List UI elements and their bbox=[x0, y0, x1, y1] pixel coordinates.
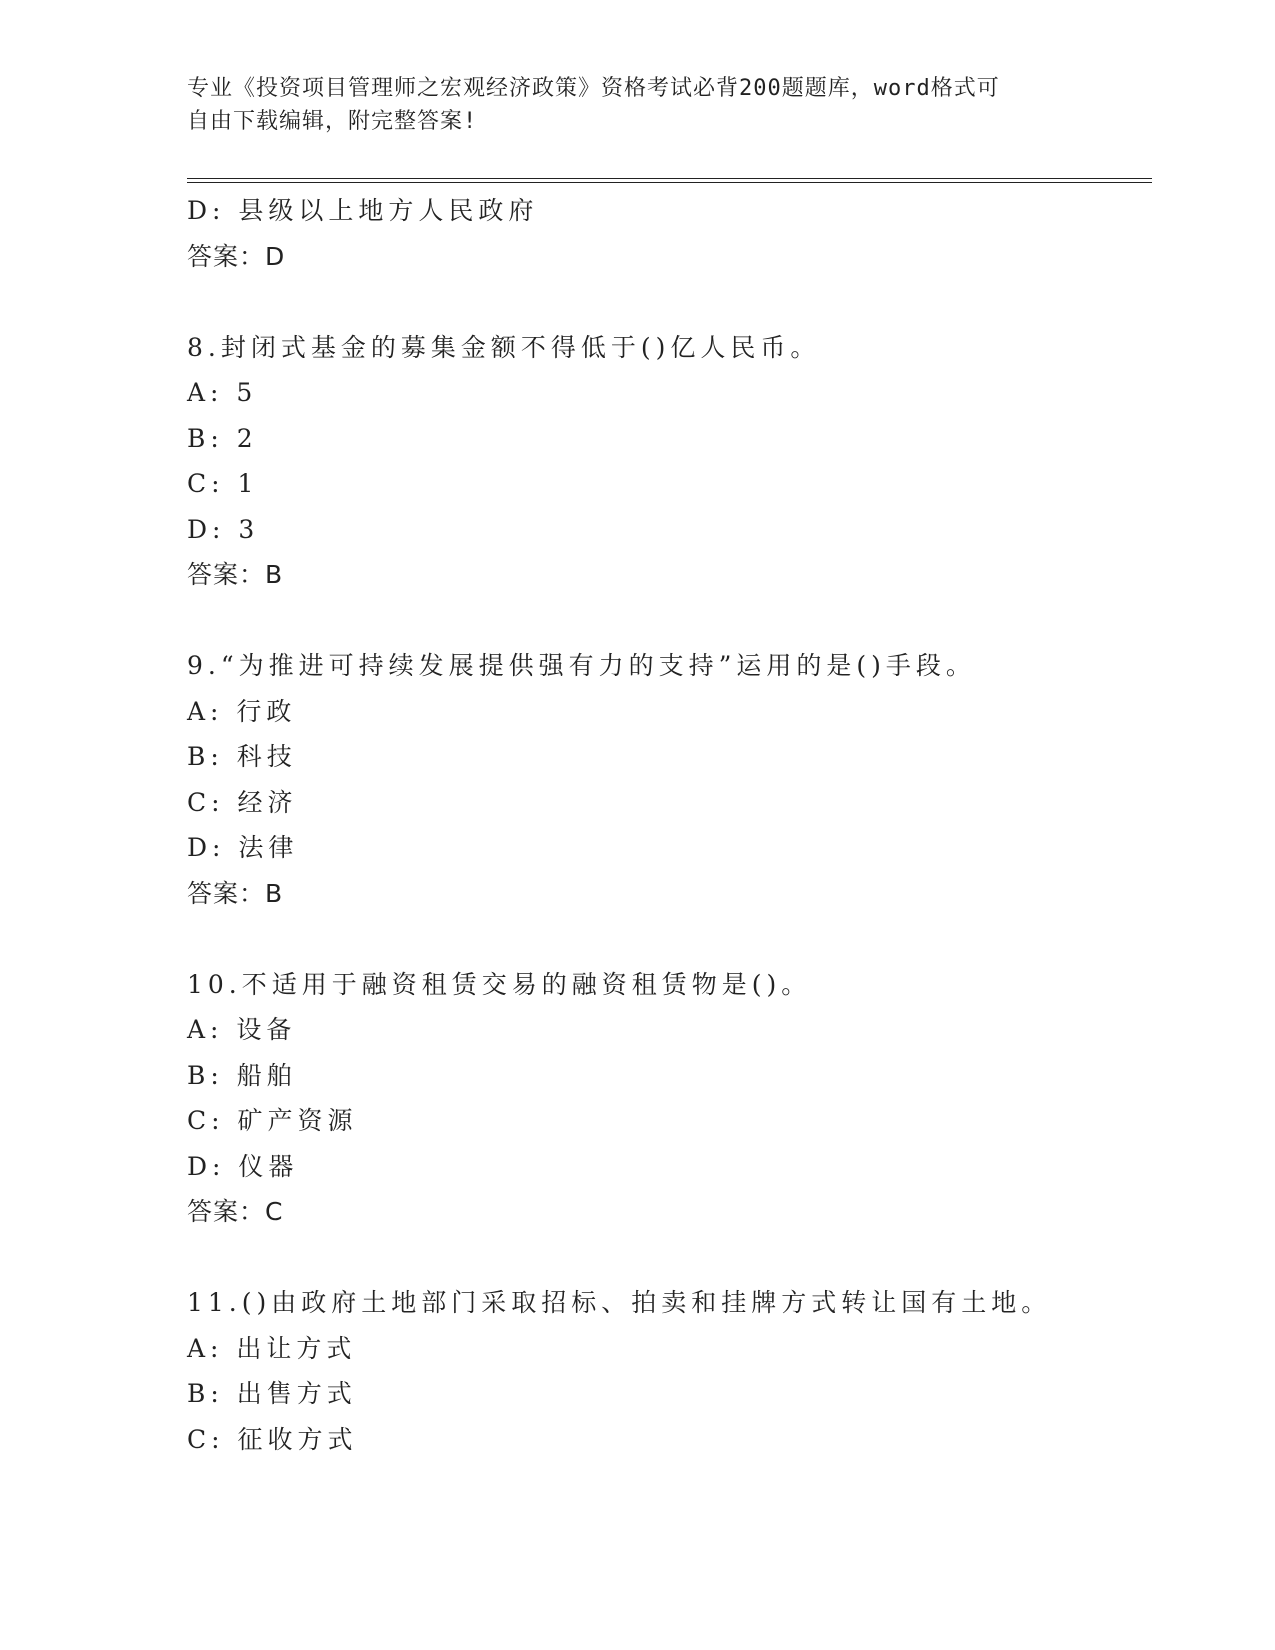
option-c: C: 征收方式 bbox=[187, 1424, 358, 1454]
answer-label: 答案：B bbox=[187, 560, 284, 589]
question-stem: 10.不适用于融资租赁交易的融资租赁物是()。 bbox=[187, 969, 812, 999]
header-line-2: 自由下载编辑，附完整答案! bbox=[187, 109, 478, 134]
option-c: C: 经济 bbox=[187, 787, 298, 817]
option-d: D: 县级以上地方人民政府 bbox=[187, 196, 539, 225]
option-b: B: 科技 bbox=[187, 742, 297, 771]
question-10 bbox=[187, 962, 1147, 1235]
option-b: B: 出售方式 bbox=[187, 1379, 357, 1408]
answer-label: 答案：D bbox=[187, 241, 286, 271]
option-d: D: 仪器 bbox=[187, 1151, 299, 1181]
question-9 bbox=[187, 643, 1147, 916]
option-a: A: 行政 bbox=[187, 696, 297, 726]
option-c: C: 矿产资源 bbox=[187, 1106, 358, 1135]
answer-label: 答案：B bbox=[187, 878, 284, 908]
question-list bbox=[187, 188, 1147, 1462]
answer-label: 答案：C bbox=[187, 1197, 284, 1226]
option-a: A: 5 bbox=[187, 378, 258, 407]
question-stem: 9.“为推进可持续发展提供强有力的支持”运用的是()手段。 bbox=[187, 651, 976, 680]
spacer bbox=[187, 1235, 1147, 1281]
document-header bbox=[187, 72, 1087, 138]
header-divider bbox=[187, 178, 1152, 183]
option-d: D: 法律 bbox=[187, 833, 299, 862]
spacer bbox=[187, 598, 1147, 644]
option-d: D: 3 bbox=[187, 514, 260, 544]
question-stem: 11.()由政府土地部门采取招标、拍卖和挂牌方式转让国有土地。 bbox=[187, 1288, 1052, 1317]
option-b: B: 船舶 bbox=[187, 1060, 297, 1090]
option-c: C: 1 bbox=[187, 469, 259, 498]
question-8 bbox=[187, 325, 1147, 598]
option-b: B: 2 bbox=[187, 423, 258, 453]
spacer bbox=[187, 916, 1147, 962]
option-a: A: 出让方式 bbox=[187, 1333, 357, 1363]
question-stem: 8.封闭式基金的募集金额不得低于()亿人民币。 bbox=[187, 332, 821, 362]
option-a: A: 设备 bbox=[187, 1015, 297, 1044]
header-line-1: 专业《投资项目管理师之宏观经济政策》资格考试必背200题题库，word格式可 bbox=[187, 76, 1000, 101]
question-11 bbox=[187, 1280, 1147, 1462]
spacer bbox=[187, 279, 1147, 325]
